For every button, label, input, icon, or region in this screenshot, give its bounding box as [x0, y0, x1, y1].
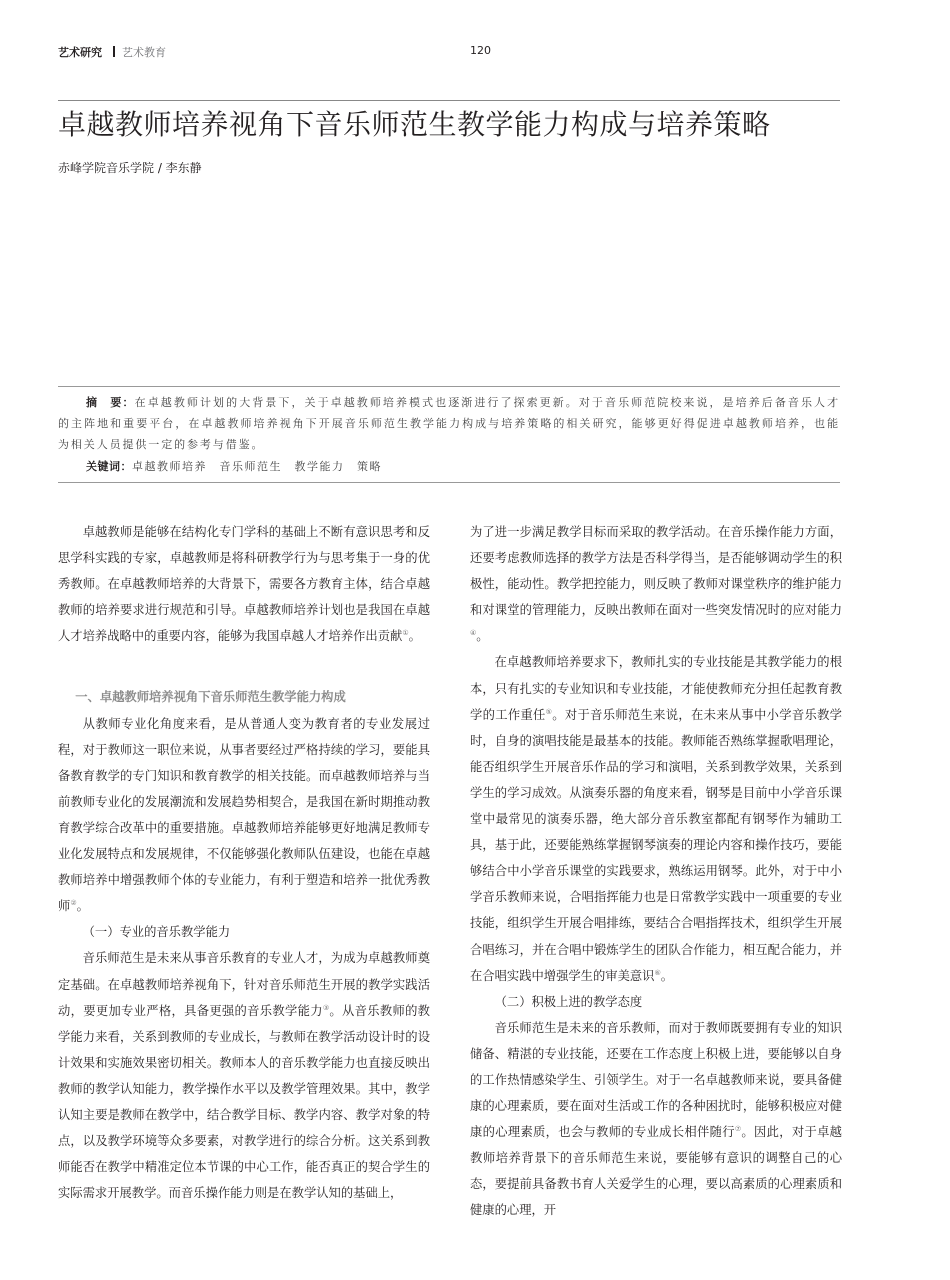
paragraph: 从教师专业化角度来看，是从普通人变为教育者的专业发展过程，对于教师这一职位来说，从事者要经过严格持续的学习，要能具备教育教学的专门知识和教育教学的相关技能。而卓越教师培养与当前教师专业化的发展潮流和发展趋势相契合，是我国在新时期推动教育教学综合改革中的重要措施。卓越教师培养能够更好地满足教师专业化发展特点和发展规律，不仅能够强化教师队伍建设，也能在卓越教师培养中增强教师个体的专业能力，有利于塑造和培养一批优秀教师②。 — [58, 716, 430, 914]
subsection-heading: （二）积极上进的教学态度 — [494, 994, 643, 1009]
footnote-ref: ① — [402, 629, 409, 638]
paragraph: 在卓越教师培养要求下，教师扎实的专业技能是其教学能力的根本，只有扎实的专业知识和专业技能，才能使教师充分担任起教育教学的工作重任⑤。对于音乐师范生来说，在未来从事中小学音乐教学时，自身的演唱技能是最基本的技能。教师能否熟练掌握歌唱理论，能否组织学生开展音乐作品的学习和演唱，关系到教学效果，关系到学生的学习成效。从演奏乐器的角度来看，钢琴是目前中小学音乐课堂中最常见的演奏乐器，绝大部分音乐教室都配有钢琴作为辅助工具，基于此，还要能熟练掌握钢琴演奏的理论内容和操作技巧，要能够结合中小学音乐课堂的实践要求，熟练运用钢琴。此外，对于中小学音乐教师来说，合唱指挥能力也是日常教学实践中一项重要的专业技能，组织学生开展合唱排练，要结合合唱指挥技术，组织学生开展合唱练习，并在合唱中锻炼学生的团队合作能力，相互配合能力，并在合唱实践中增强学生的审美意识⑥。 — [470, 655, 842, 983]
abstract-block — [58, 392, 840, 455]
footnote-ref: ⑥ — [654, 968, 661, 977]
paragraph: 卓越教师是能够在结构化专门学科的基础上不断有意识思考和反思学科实践的专家，卓越教师是将科研教学行为与思考集于一身的优秀教师。在卓越教师培养的大背景下，需要各方教育主体，结合卓越教师的培养要求进行规范和引导。卓越教师培养计划也是我国在卓越人才培养战略中的重要内容，能够为我国卓越人才培养作出贡献①。 — [58, 525, 430, 644]
author-line: 赤峰学院音乐学院 / 李东静 — [58, 161, 202, 175]
header-divider — [113, 46, 115, 57]
footnote-ref: ③ — [322, 1003, 330, 1012]
right-column — [470, 519, 842, 1224]
footnote-ref: ⑤ — [545, 707, 553, 716]
abstract-text: 在卓越教师计划的大背景下，关于卓越教师培养模式也逐渐进行了探索更新。对于音乐师范院校来说，是培养后备音乐人才的主阵地和重要平台，在卓越教师培养视角下开展音乐师范生教学能力构成与培养策略的相关研究，能够更好得促进卓越教师培养，也能为相关人员提供一定的参考与借鉴。 — [58, 396, 840, 451]
section-name: 艺术教育 — [122, 46, 166, 59]
footnote-ref: ② — [70, 899, 77, 908]
keywords-label: 关键词： — [86, 460, 132, 473]
abstract-bottom-rule — [58, 482, 840, 483]
abstract-top-rule — [58, 386, 840, 387]
paragraph: 音乐师范生是未来从事音乐教育的专业人才，为成为卓越教师奠定基础。在卓越教师培养视角下，针对音乐师范生开展的教学实践活动，要更加专业严格，具备更强的音乐教学能力③。从音乐教师的教学能力来看，关系到教师的专业成长，与教师在教学活动设计时的设计效果和实施效果密切相关。教师本人的音乐教学能力也直接反映出教师的教学认知能力，教学操作水平以及教学管理效果。其中，教学认知主要是教师在教学中，结合教学目标、教学内容、教学对象的特点，以及教学环境等众多要素，对教学进行的综合分析。这关系到教师能否在教学中精准定位本节课的中心工作，能否真正的契合学生的实际需求开展教学。而音乐操作能力则是在教学认知的基础上， — [58, 951, 430, 1201]
paragraph: 为了进一步满足教学目标而采取的教学活动。在音乐操作能力方面，还要考虑教师选择的教学方法是否科学得当，是否能够调动学生的积极性，能动性。教学把控能力，则反映了教师对课堂秩序的维护能力和对课堂的管理能力，反映出教师在面对一些突发情况时的应对能力④。 — [470, 525, 842, 644]
footnote-ref: ⑦ — [734, 1125, 742, 1134]
keywords-block — [58, 458, 840, 476]
section-heading: 一、卓越教师培养视角下音乐师范生教学能力构成 — [75, 690, 346, 705]
title-rule — [58, 100, 840, 101]
running-header — [58, 44, 893, 62]
article-title: 卓越教师培养视角下音乐师范生教学能力构成与培养策略 — [58, 108, 771, 141]
footnote-ref: ④ — [470, 629, 477, 638]
subsection-heading: （一）专业的音乐教学能力 — [82, 925, 231, 940]
paragraph: 音乐师范生是未来的音乐教师，而对于教师既要拥有专业的知识储备、精湛的专业技能，还要在工作态度上积极上进，要能够以自身的工作热情感染学生、引领学生。对于一名卓越教师来说，要具备健康的心理素质，要在面对生活或工作的各种困扰时，能够积极应对健康的心理素质，也会与教师的专业成长相伴随行⑦。因此，对于卓越教师培养背景下的音乐师范生来说，要能够有意识的调整自己的心态，要提前具备教书育人关爱学生的心理，要以高素质的心理素质和健康的心理，开 — [470, 1020, 842, 1218]
journal-name: 艺术研究 — [58, 46, 102, 59]
page-number: 120 — [470, 44, 491, 57]
keywords-text: 卓越教师培养 音乐师范生 教学能力 策略 — [132, 460, 382, 473]
left-column — [58, 519, 430, 1206]
abstract-label: 摘 要： — [86, 396, 135, 409]
